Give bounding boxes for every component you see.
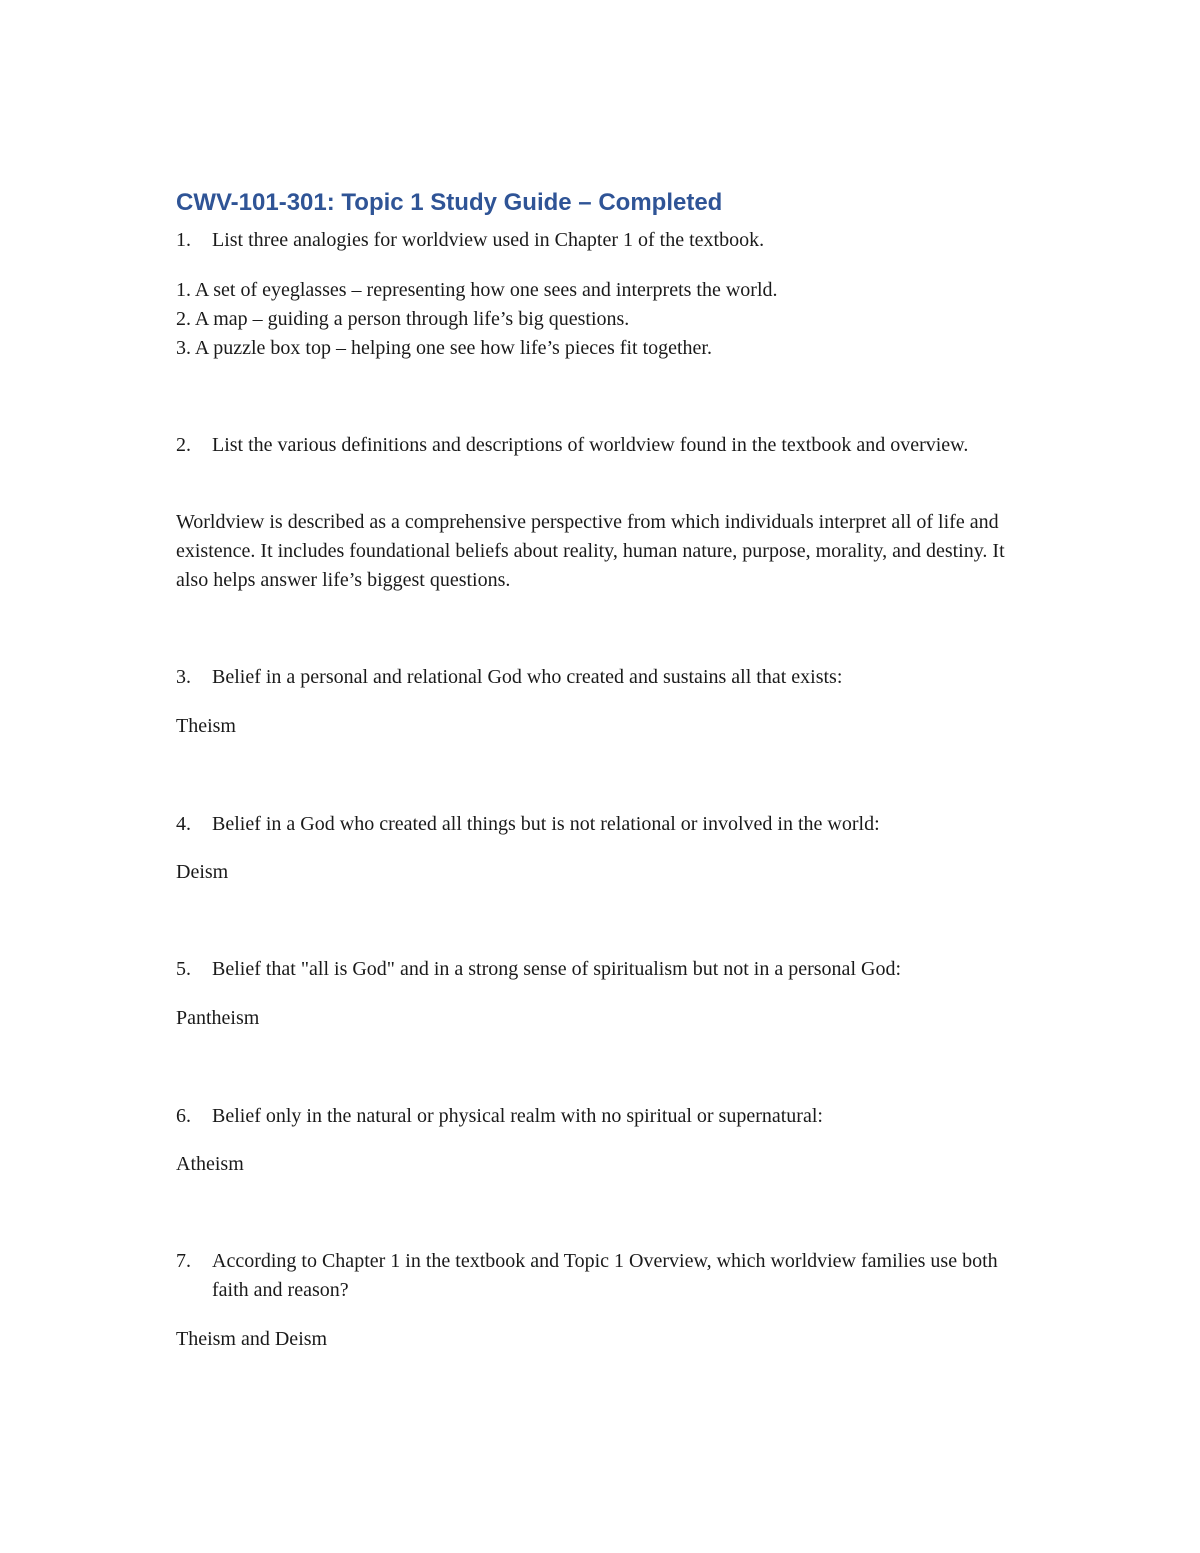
answer-7: Theism and Deism <box>176 1328 328 1350</box>
question-6 <box>176 1102 1036 1131</box>
question-number: 1. <box>176 229 191 251</box>
question-2 <box>176 431 1036 460</box>
answer-3: Theism <box>176 715 236 737</box>
question-text: List the various definitions and descriptions of worldview found in the textbook and overview. <box>212 434 969 456</box>
question-number: 3. <box>176 666 191 688</box>
answer-2: Worldview is described as a comprehensive perspective from which individuals interpret all of life and existence. It includes foundational beliefs about reality, human nature, purpose, morality, and destiny. It also helps answer life’s biggest questions. <box>176 511 1005 591</box>
question-number: 4. <box>176 813 191 835</box>
question-5 <box>176 955 1036 984</box>
question-text: List three analogies for worldview used in Chapter 1 of the textbook. <box>212 229 765 251</box>
answer-line: 3. A puzzle box top – helping one see how life’s pieces fit together. <box>176 337 712 359</box>
question-text: Belief in a personal and relational God who created and sustains all that exists: <box>212 666 843 688</box>
answer-4: Deism <box>176 861 229 883</box>
question-prompt <box>176 663 1036 692</box>
question-prompt <box>176 810 1036 839</box>
question-text: According to Chapter 1 in the textbook and Topic 1 Overview, which worldview families use both faith and reason? <box>212 1250 998 1301</box>
question-number: 5. <box>176 958 191 980</box>
question-text: Belief only in the natural or physical realm with no spiritual or supernatural: <box>212 1105 823 1127</box>
page-title: CWV-101-301: Topic 1 Study Guide – Completed <box>176 189 723 216</box>
question-prompt <box>176 955 1036 984</box>
question-text: Belief that "all is God" and in a strong sense of spiritualism but not in a personal God: <box>212 958 901 980</box>
question-3 <box>176 663 1036 692</box>
question-prompt <box>176 431 1036 460</box>
answer-line: 2. A map – guiding a person through life’s big questions. <box>176 308 630 330</box>
answer-line: 1. A set of eyeglasses – representing how one sees and interprets the world. <box>176 279 778 301</box>
question-number: 6. <box>176 1105 191 1127</box>
question-prompt <box>176 1247 1036 1305</box>
question-prompt <box>176 226 1036 255</box>
question-prompt <box>176 1102 1036 1131</box>
question-4 <box>176 810 1036 839</box>
question-7 <box>176 1247 1036 1305</box>
answer-6: Atheism <box>176 1153 244 1175</box>
question-number: 7. <box>176 1250 191 1272</box>
question-text: Belief in a God who created all things but is not relational or involved in the world: <box>212 813 880 835</box>
answer-1 <box>176 276 1036 363</box>
question-number: 2. <box>176 434 191 456</box>
question-1 <box>176 226 1036 255</box>
answer-5: Pantheism <box>176 1007 260 1029</box>
